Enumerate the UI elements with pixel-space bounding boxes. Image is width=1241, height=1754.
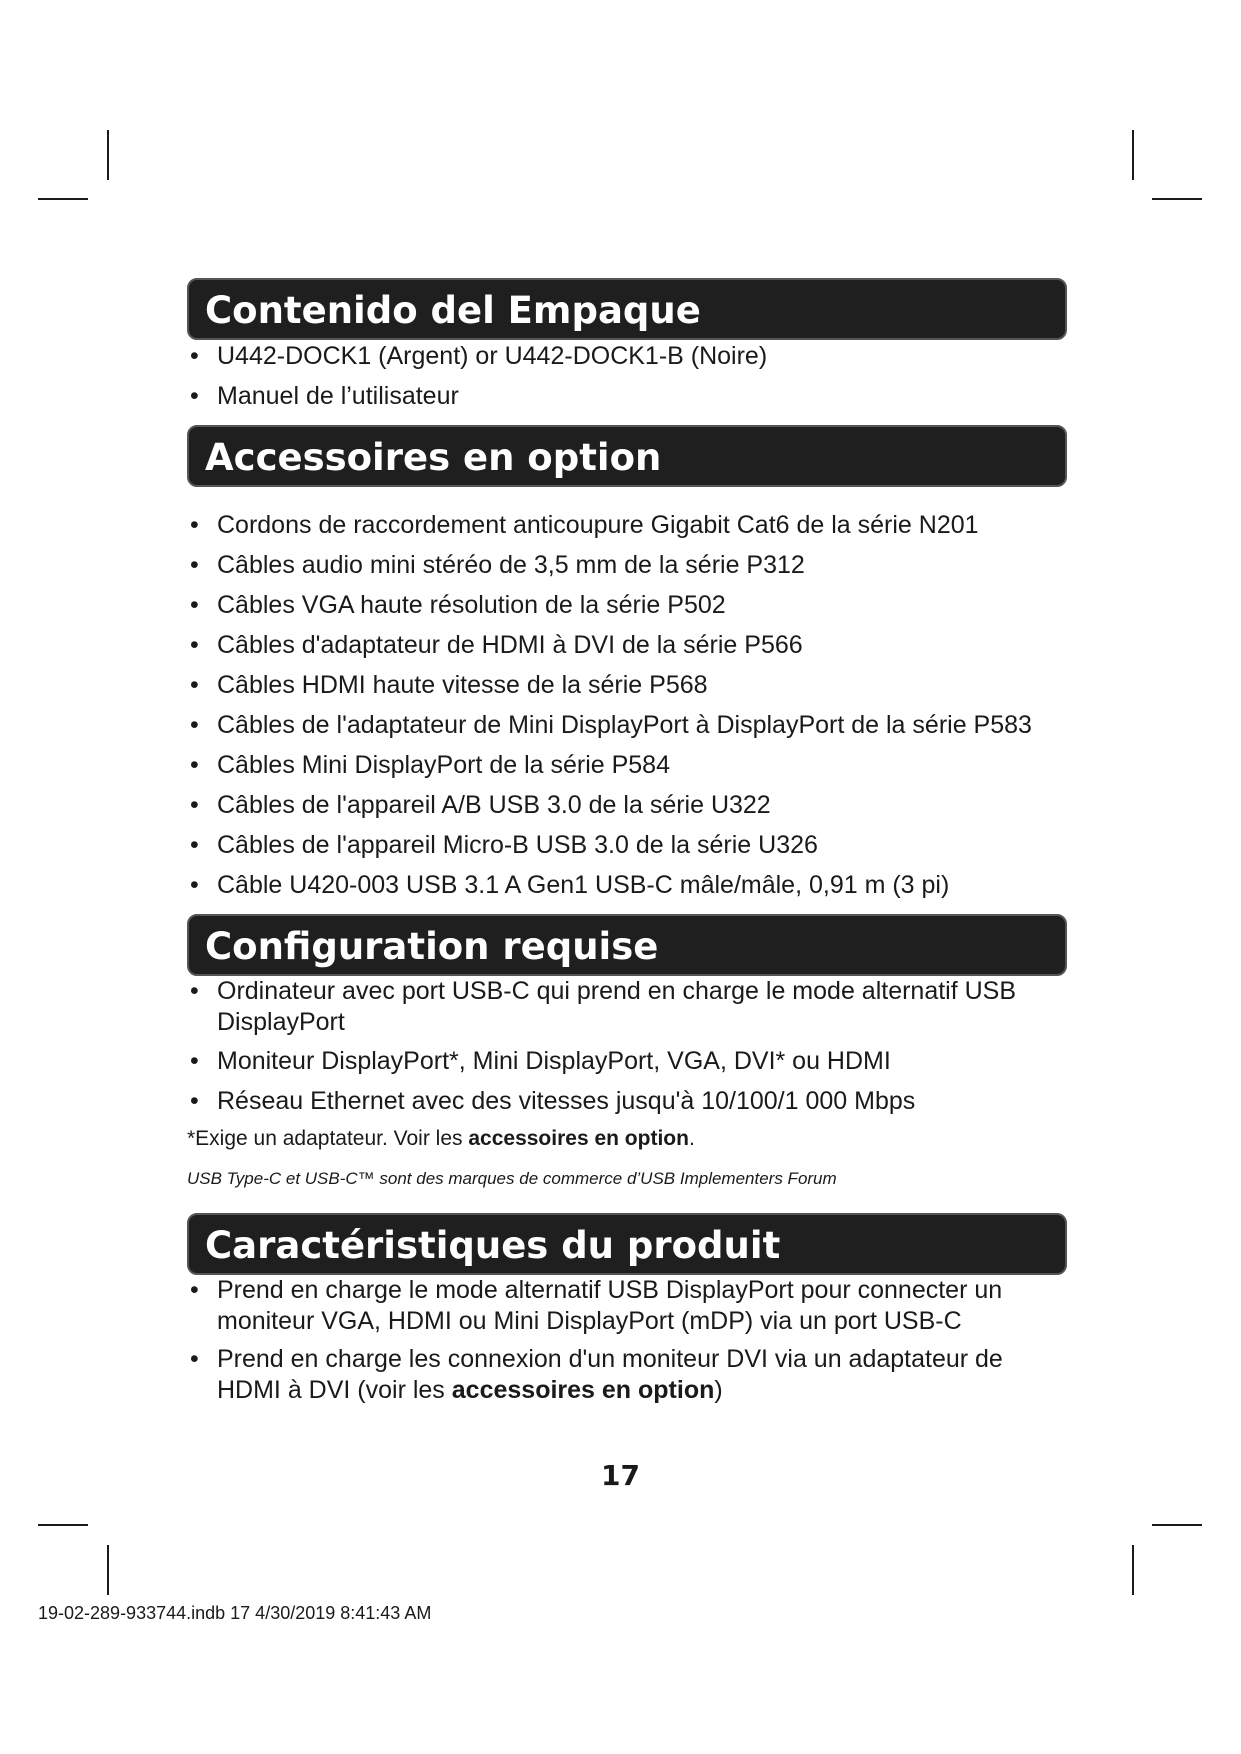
package-contents-list bbox=[187, 340, 1067, 413]
list-item: • Cordons de raccordement anticoupure Gigabit Cat6 de la série N201 bbox=[187, 509, 1067, 542]
print-slug: 19-02-289-933744.indb 17 4/30/2019 8:41:43 AM bbox=[38, 1603, 432, 1623]
crop-mark bbox=[1152, 198, 1202, 200]
product-features-list bbox=[187, 1275, 1067, 1406]
list-item: • Câbles de l'adaptateur de Mini DisplayPort à DisplayPort de la série P583 bbox=[187, 709, 1067, 742]
crop-mark bbox=[1132, 130, 1134, 180]
page-number: 17 bbox=[601, 1459, 640, 1492]
list-item: • Câbles de l'appareil A/B USB 3.0 de la série U322 bbox=[187, 789, 1067, 822]
crop-mark bbox=[1132, 1545, 1134, 1595]
trademark-notice: USB Type-C et USB-C™ sont des marques de commerce d’USB Implementers Forum bbox=[187, 1169, 837, 1188]
list-item-end: ) bbox=[714, 1376, 723, 1404]
list-item: • Câbles audio mini stéréo de 3,5 mm de la série P312 bbox=[187, 549, 1067, 582]
list-item: • Câbles VGA haute résolution de la série P502 bbox=[187, 589, 1067, 622]
crop-mark bbox=[38, 1524, 88, 1526]
adapter-note-text: *Exige un adaptateur. Voir les bbox=[187, 1127, 469, 1150]
crop-mark bbox=[38, 198, 88, 200]
adapter-note bbox=[187, 1125, 1067, 1153]
crop-mark bbox=[107, 130, 109, 180]
section-header-product-features: Caractéristiques du produit bbox=[187, 1213, 1067, 1275]
crop-mark bbox=[1152, 1524, 1202, 1526]
system-requirements-list bbox=[187, 976, 1067, 1118]
adapter-note-end: . bbox=[688, 1127, 695, 1150]
section-header-system-requirements: Configuration requise bbox=[187, 914, 1067, 976]
list-item: • Réseau Ethernet avec des vitesses jusqu'à 10/100/1 000 Mbps bbox=[187, 1085, 1067, 1118]
list-item: • Manuel de l’utilisateur bbox=[187, 380, 1067, 413]
adapter-note-link-text: accessoires en option bbox=[468, 1127, 689, 1150]
optional-accessories-list bbox=[187, 509, 1067, 902]
list-item-text: Prend en charge les connexion d'un moniteur DVI via un adaptateur de HDMI à DVI (voir les bbox=[217, 1345, 1003, 1404]
list-item: • U442-DOCK1 (Argent) or U442-DOCK1-B (Noire) bbox=[187, 340, 1067, 373]
list-item: • Moniteur DisplayPort*, Mini DisplayPort, VGA, DVI* ou HDMI bbox=[187, 1045, 1067, 1078]
list-item: • Câbles HDMI haute vitesse de la série P568 bbox=[187, 669, 1067, 702]
list-item: • Câbles d'adaptateur de HDMI à DVI de la série P566 bbox=[187, 629, 1067, 662]
list-item: • Câble U420-003 USB 3.1 A Gen1 USB-C mâle/mâle, 0,91 m (3 pi) bbox=[187, 869, 1067, 902]
list-item: • Prend en charge le mode alternatif USB DisplayPort pour connecter un moniteur VGA, HDMI ou Mini DisplayPort (mDP) via un port USB-C bbox=[187, 1275, 1067, 1337]
list-item: • Ordinateur avec port USB-C qui prend en charge le mode alternatif USB DisplayPort bbox=[187, 976, 1067, 1038]
list-item bbox=[187, 1344, 1067, 1406]
section-header-optional-accessories: Accessoires en option bbox=[187, 425, 1067, 487]
list-item-bold-text: accessoires en option bbox=[451, 1376, 715, 1404]
section-header-package-contents: Contenido del Empaque bbox=[187, 278, 1067, 340]
page-content bbox=[187, 278, 1067, 1413]
list-item: • Câbles de l'appareil Micro-B USB 3.0 de la série U326 bbox=[187, 829, 1067, 862]
list-item: • Câbles Mini DisplayPort de la série P584 bbox=[187, 749, 1067, 782]
crop-mark bbox=[107, 1545, 109, 1595]
